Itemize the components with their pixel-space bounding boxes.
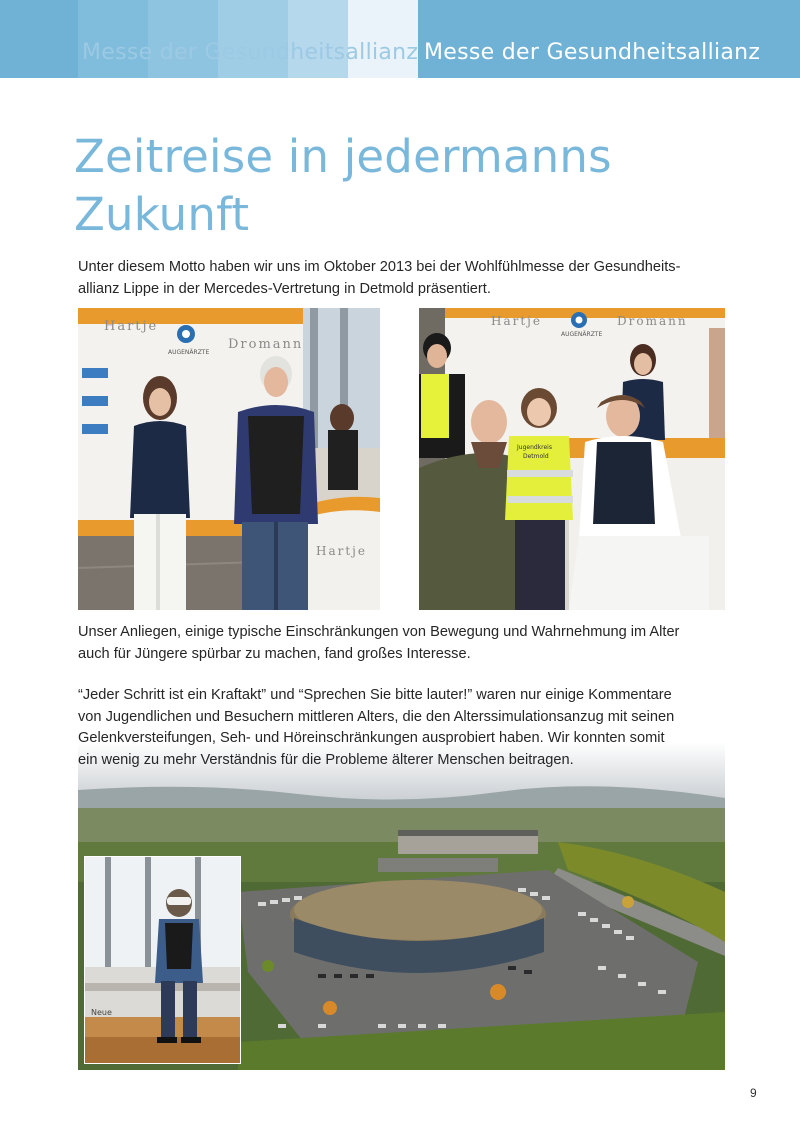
vest-text: Jugendkreis xyxy=(517,444,552,451)
intro-paragraph xyxy=(78,257,726,300)
intro-line: allianz Lippe in der Mercedes-Vertretung in Detmold präsentiert. xyxy=(78,280,491,297)
counter-brand: Hartje xyxy=(316,544,367,558)
header-stripe xyxy=(218,0,288,78)
vest-text: Detmold xyxy=(523,453,549,460)
body-paragraph-1 xyxy=(78,622,726,665)
body-line: auch für Jüngere spürbar zu machen, fand großes Interesse. xyxy=(78,645,471,662)
header-title-right: Messe der Gesundheitsallianz xyxy=(424,40,761,65)
body-line: “Jeder Schritt ist ein Kraftakt” und “Sprechen Sie bitte lauter!” waren nur einige Kommentare xyxy=(78,687,672,703)
page-header xyxy=(0,0,800,78)
photo-booth-illustration xyxy=(78,308,380,610)
inset-caption: Neue xyxy=(91,1008,112,1017)
photo-exhibition-booth-left xyxy=(78,308,380,610)
header-stripe xyxy=(348,0,418,78)
banner-brand-left: Hartje xyxy=(104,319,159,334)
body-paragraph-2 xyxy=(78,685,726,771)
body-line: Gelenkversteifungen, Seh- und Höreinschränkungen ausprobiert haben. Wir konnten somit xyxy=(78,730,665,746)
photo-inset-simulation-suit xyxy=(84,856,241,1064)
page-number: 9 xyxy=(750,1086,757,1100)
photo-exhibition-booth-right xyxy=(419,308,725,610)
page-title-line: Zeitreise in jedermanns xyxy=(74,130,612,183)
photo-aerial-dealership xyxy=(78,742,725,1070)
header-stripe xyxy=(78,0,148,78)
page-title-line: Zukunft xyxy=(74,188,250,241)
banner-brand-right: Dromann xyxy=(617,314,688,328)
body-line: Unser Anliegen, einige typische Einschränkungen von Bewegung und Wahrnehmung im Alter xyxy=(78,624,680,640)
page-title xyxy=(74,128,724,244)
photo-group-illustration xyxy=(419,308,725,610)
header-stripe xyxy=(148,0,218,78)
body-line: von Jugendlichen und Besuchern mittleren Alters, die den Alterssimulationsanzug mit seinen xyxy=(78,708,675,725)
header-stripe xyxy=(288,0,348,78)
banner-brand-left: Hartje xyxy=(491,314,542,328)
inset-illustration xyxy=(85,857,240,1063)
banner-subtitle: AUGENÄRZTE xyxy=(561,331,603,338)
banner-brand-right: Dromann xyxy=(228,337,304,352)
body-line: ein wenig zu mehr Verständnis für die Probleme älterer Menschen beitragen. xyxy=(78,751,574,768)
banner-subtitle: AUGENÄRZTE xyxy=(168,349,210,356)
intro-line: Unter diesem Motto haben wir uns im Oktober 2013 bei der Wohlfühlmesse der Gesundheits- xyxy=(78,259,681,275)
header-title-left: Messe der Gesundheitsallianz xyxy=(82,40,419,65)
